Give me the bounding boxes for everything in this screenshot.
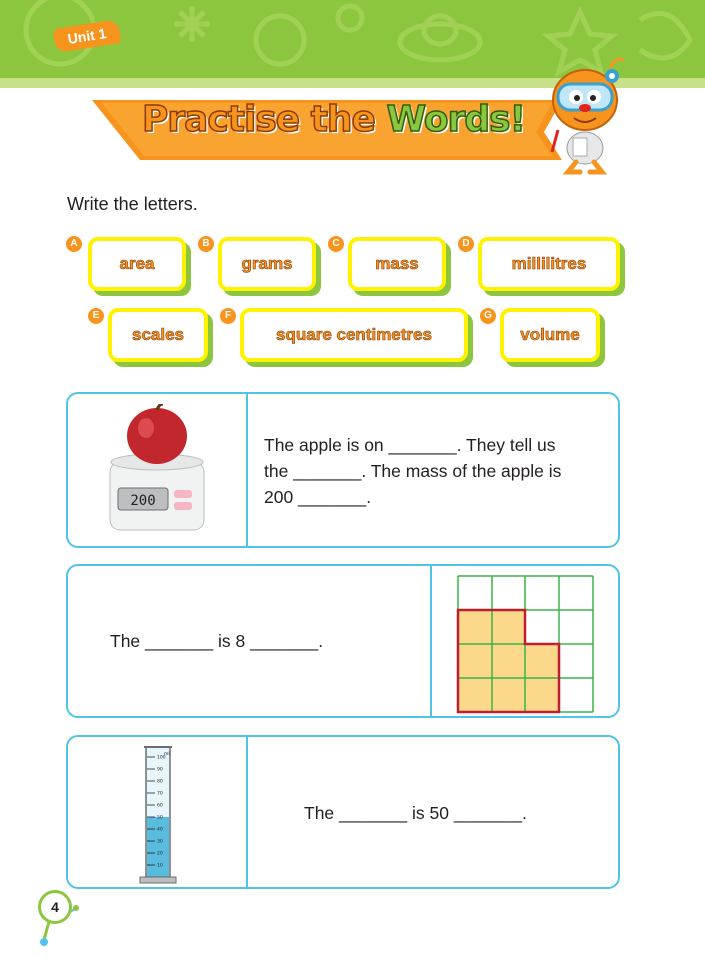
question-2-divider xyxy=(430,566,432,716)
area-grid-icon xyxy=(456,574,596,714)
question-1-text xyxy=(264,432,561,510)
word-volume: volume xyxy=(520,325,580,344)
option-letter-c: C xyxy=(328,236,344,252)
cylinder-tick-label: 60 xyxy=(157,803,163,809)
word-mass: mass xyxy=(375,254,419,273)
measuring-cylinder-icon xyxy=(136,743,182,887)
cylinder-tick-label: 80 xyxy=(157,779,163,785)
word-millilitres: millilitres xyxy=(511,254,587,273)
word-scales: scales xyxy=(132,325,184,344)
page-title xyxy=(142,98,525,142)
cylinder-tick-label: 70 xyxy=(157,791,163,797)
option-letter-d: D xyxy=(458,236,474,252)
cylinder-tick-label: 30 xyxy=(157,839,163,845)
option-letter-f: F xyxy=(220,308,236,324)
instruction-text: Write the letters. xyxy=(67,194,198,214)
word-square-centimetres: square centimetres xyxy=(276,325,432,344)
cylinder-unit-label: ml xyxy=(164,752,170,757)
title-part-1: Practise the xyxy=(142,99,387,140)
option-letter-a: A xyxy=(66,236,82,252)
question-box-2 xyxy=(66,564,620,718)
word-card-mass xyxy=(348,237,446,291)
word-grams: grams xyxy=(241,254,293,273)
unit-label: Unit 1 xyxy=(53,19,122,53)
word-card-scales xyxy=(108,308,208,362)
apple-on-scales-icon xyxy=(104,404,210,534)
cylinder-tick-label: 10 xyxy=(157,863,163,869)
word-card-millilitres xyxy=(478,237,620,291)
cylinder-tick-label: 90 xyxy=(157,767,163,773)
question-3-text: The _______ is 50 _______. xyxy=(304,803,527,823)
cylinder-tick-label: 20 xyxy=(157,851,163,857)
question-box-1 xyxy=(66,392,620,548)
page-number: 4 xyxy=(38,890,72,924)
question-1-line-3: 200 _______. xyxy=(264,487,372,507)
word-card-square-centimetres xyxy=(240,308,468,362)
word-card-grams xyxy=(218,237,316,291)
question-1-divider xyxy=(246,394,248,546)
mascot-character-icon xyxy=(540,58,630,178)
question-2-text: The _______ is 8 _______. xyxy=(110,631,324,651)
option-letter-g: G xyxy=(480,308,496,324)
question-box-3 xyxy=(66,735,620,889)
question-1-line-1: The apple is on _______. They tell us xyxy=(264,435,556,455)
question-1-line-2: the _______. The mass of the apple is xyxy=(264,461,562,481)
cylinder-tick-label: 40 xyxy=(157,827,163,833)
cylinder-tick-label: 50 xyxy=(157,815,163,821)
word-card-volume xyxy=(500,308,600,362)
option-letter-e: E xyxy=(88,308,104,324)
cylinder-tick-label: 100 xyxy=(157,755,166,761)
word-area: area xyxy=(119,254,155,273)
title-part-2: Words! xyxy=(386,99,526,140)
word-card-area xyxy=(88,237,186,291)
question-3-divider xyxy=(246,737,248,887)
scale-display-text: 200 xyxy=(130,493,156,509)
option-letter-b: B xyxy=(198,236,214,252)
